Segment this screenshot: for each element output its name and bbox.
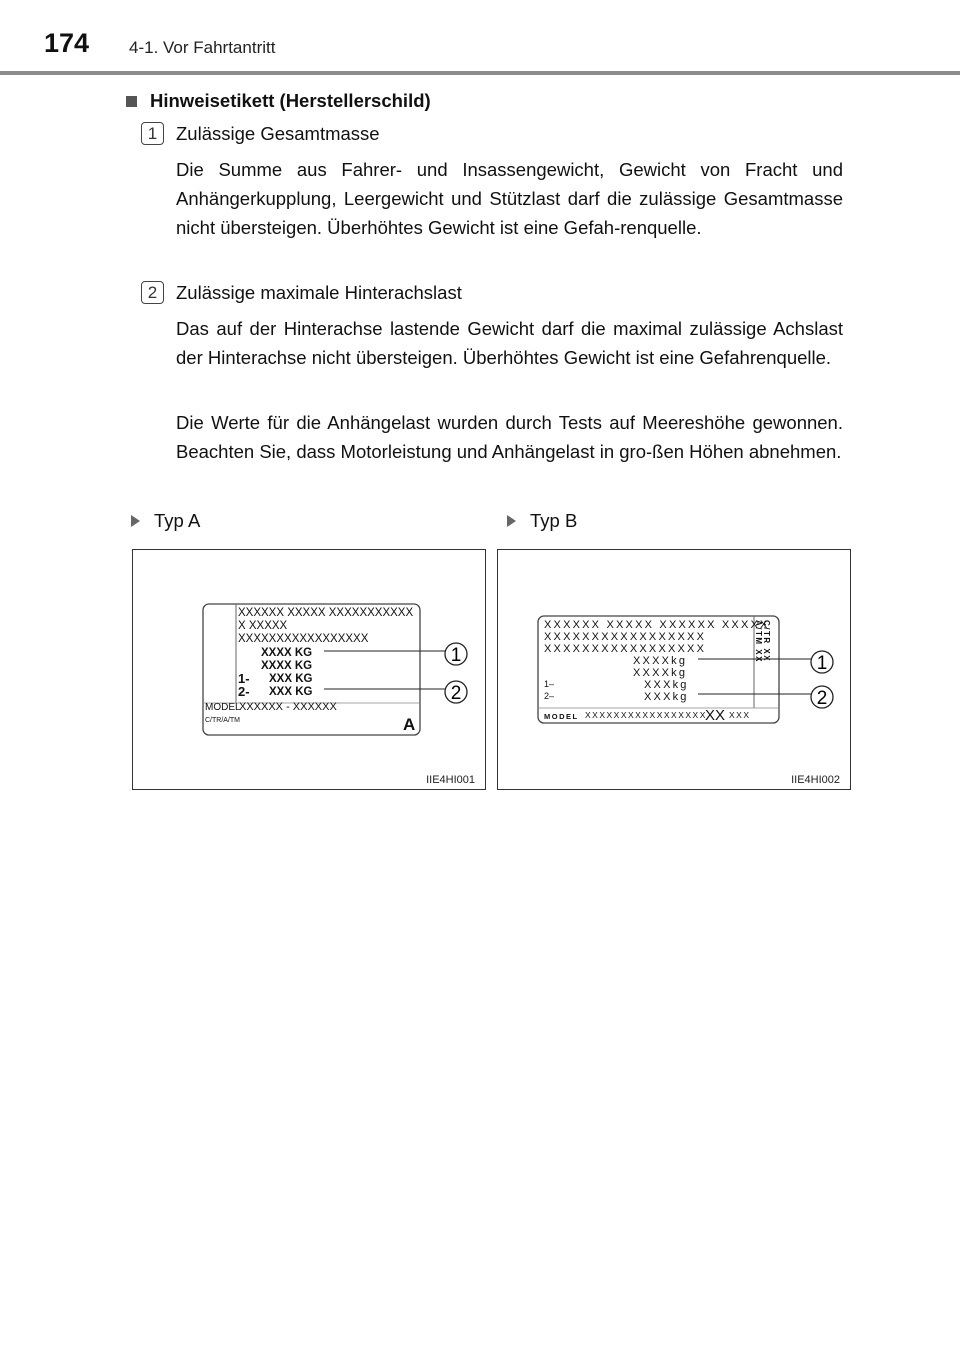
header-divider (0, 71, 960, 75)
plate-weight: XXXX KG (261, 647, 313, 659)
plate-model-value: XXXXXX - XXXXXX (239, 701, 337, 713)
plate-side-text: C/TR XX (762, 620, 771, 663)
plate-corner-letter: A (403, 715, 416, 734)
plate-weight: XXXXkg (633, 655, 688, 667)
plate-weight: XXXXkg (633, 667, 688, 679)
item-paragraph: Die Werte für die Anhängelast wurden durch Tests auf Meereshöhe gewonnen. Beachten Sie, dass Motorleistung und Anhängelast in gro-ßen Höhen abnehmen. (176, 412, 843, 462)
page-number: 174 (44, 28, 90, 58)
callout-number: 2 (450, 683, 462, 704)
figure-label-type-b: Typ B (507, 510, 577, 532)
plate-line: XXXXXXXXXXXXXXXXX (544, 631, 707, 643)
plate-weight: XXXX KG (261, 660, 313, 672)
item-number-badge: 2 (141, 281, 164, 304)
plate-line: XXXXXX XXXXX XXXXXX XXXXX (544, 619, 770, 631)
plate-weight: XXX KG (269, 686, 313, 698)
figure-code: IIE4HI002 (791, 774, 840, 786)
plate-side-text: A/TM XX (754, 620, 763, 663)
plate-line: XXXXXXXXXXXXXXXXX (238, 633, 369, 645)
plate-model-suffix-big: XX (705, 707, 726, 724)
item-paragraph: Das auf der Hinterachse lastende Gewicht darf die maximal zulässige Achslast der Hinterachse nicht übersteigen. Überhöhtes Gewicht ist eine Gefahrenquelle. (176, 318, 843, 368)
item-number-badge: 1 (141, 122, 164, 145)
plate-small-mark: C/TR/A/TM (205, 717, 240, 724)
label-plate-illustration-b (498, 550, 850, 789)
square-bullet-icon (126, 96, 137, 107)
heading-text: Hinweisetikett (Herstellerschild) (150, 90, 431, 111)
plate-model-label: MODEL (205, 702, 241, 713)
plate-row-mark: 1– (544, 679, 555, 689)
callout-number: 1 (816, 653, 828, 674)
plate-model-suffix: XXX (729, 710, 751, 720)
plate-model-label: MODEL (544, 712, 579, 721)
item-title: Zulässige Gesamtmasse (176, 123, 380, 144)
figure-label-type-a: Typ A (131, 510, 200, 532)
plate-weight: XXX KG (269, 673, 313, 685)
figure-type-a (132, 549, 486, 790)
callout-number: 2 (816, 688, 828, 709)
label-plate-illustration-a (133, 550, 485, 789)
plate-row-mark: 2- (238, 684, 250, 699)
triangle-bullet-icon (131, 515, 140, 527)
item-title: Zulässige maximale Hinterachslast (176, 282, 462, 303)
item-paragraph: Die Summe aus Fahrer- und Insassengewicht, Gewicht von Fracht und Anhängerkupplung, Leergewicht und Stützlast darf die zulässige Gesamtmasse nicht übersteigen. Überhöhtes Gewicht ist eine Gefah-renquelle. (176, 159, 843, 238)
plate-line: XXXXXX XXXXX XXXXXXXXXXX (238, 607, 414, 619)
plate-weight: XXXkg (644, 679, 689, 691)
triangle-bullet-icon (507, 515, 516, 527)
figure-type-b (497, 549, 851, 790)
callout-number: 1 (450, 645, 462, 666)
plate-line: X XXXXX (238, 620, 288, 632)
figure-code: IIE4HI001 (426, 774, 475, 786)
plate-row-mark: 2– (544, 691, 555, 701)
section-title: 4-1. Vor Fahrtantritt (129, 38, 276, 57)
plate-line: XXXXXXXXXXXXXXXXX (544, 643, 707, 655)
plate-weight: XXXkg (644, 691, 689, 703)
section-heading (126, 90, 431, 112)
plate-model-value: XXXXXXXXXXXXXXXXX (585, 710, 707, 720)
plate-row-mark: 1- (238, 671, 250, 686)
